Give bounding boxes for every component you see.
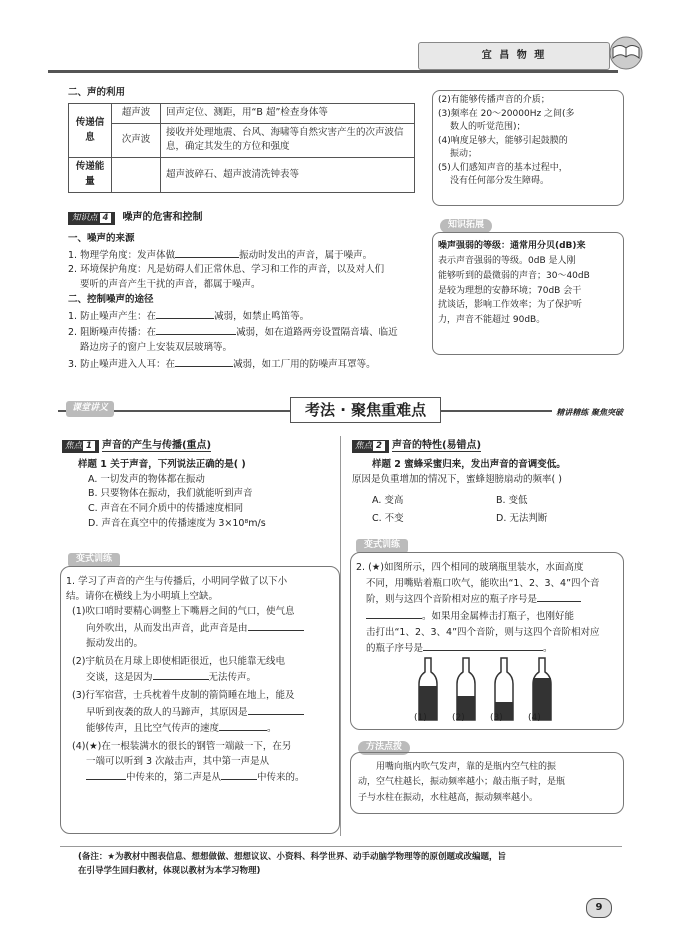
option-a[interactable]: A. 变高 — [372, 495, 404, 506]
practice-line: 。如果用金属棒击打瓶子，也刚好能 — [356, 608, 618, 625]
focus2-title: 声音的特性(易错点) — [391, 440, 482, 451]
practice-line: 结。请你在横线上为小明填上空缺。 — [66, 591, 219, 603]
option-d[interactable]: D. 无法判断 — [496, 513, 548, 524]
kp4-title: 噪声的危害和控制 — [122, 212, 203, 223]
box-line: 是较为理想的安静环境；70dB 会干 — [438, 285, 582, 296]
practice-1-content — [66, 574, 336, 785]
kp4-heading — [68, 210, 202, 226]
footnote-line: (备注：★为教材中图表信息、想想做做、想想议议、小资料、科学世界、动手动脑学物理等的原创题或改编题，旨 — [78, 852, 507, 862]
focus1-heading — [62, 438, 211, 454]
box-line: 扰谈话，影响工作效率；为了保护听 — [438, 300, 583, 311]
practice-line: (1)吹口哨时要精心调整上下嘴唇之间的气口，使气息 — [72, 606, 295, 618]
practice-line: 1. 学习了声音的产生与传播后，小明同学做了以下小 — [66, 576, 288, 587]
section-banner — [58, 397, 623, 423]
footnote-line: 在引导学生回归教材，体现以教材为本学习物理) — [78, 866, 261, 877]
bottle-label: (4) — [528, 713, 541, 723]
option-b[interactable]: B. 只要物体在振动，我们就能听到声音 — [88, 488, 253, 500]
noise-line-2b: 要听的声音产生干扰的声音，都属于噪声。 — [80, 279, 261, 291]
method-line: 子与水柱在振动，水柱越高，振动频率越小。 — [358, 792, 539, 803]
header-tab-text: 宜 昌 物 理 — [481, 50, 547, 62]
table-row — [69, 123, 415, 157]
blank[interactable] — [221, 769, 257, 780]
practice-line: 中传来的，第二声是从 中传来的。 — [66, 769, 336, 785]
knowledge-box — [432, 232, 624, 355]
method-line: 动，空气柱越长，振动频率越小；敲击瓶子时，是瓶 — [358, 777, 566, 788]
control-line-1: 1. 防止噪声产生：在 减弱，如禁止鸣笛等。 — [68, 308, 423, 325]
noise-heading-2: 二、控制噪声的途径 — [68, 293, 154, 305]
banner-tag: 课堂讲义 — [66, 401, 114, 417]
practice-badge-2: 变式训练 — [356, 538, 408, 553]
use-heading: 二、声的利用 — [68, 87, 126, 98]
option-a[interactable]: A. 一切发声的物体都在振动 — [88, 473, 205, 485]
focus1-tag: 焦点 1 — [62, 440, 99, 453]
practice-line: 阶，则与这四个音阶相对应的瓶子序号是 — [356, 591, 618, 608]
method-line: 用嘴向瓶内吹气发声，靠的是瓶内空气柱的振 — [376, 762, 557, 772]
practice-line: 向外吹出，从而发出声音，此声音是由 — [66, 620, 336, 636]
blank[interactable] — [86, 769, 126, 780]
question-text: 样题 1 关于声音，下列说法正确的是( ) — [78, 459, 246, 470]
bottle-label: (1) — [414, 713, 427, 723]
header-rule — [48, 70, 618, 73]
sub-cell: 超声波 — [112, 104, 161, 124]
book-icon — [605, 36, 647, 70]
banner-motto: 精讲精练 聚焦突破 — [552, 407, 623, 419]
blank[interactable] — [175, 356, 233, 367]
text-cell: 回声定位、测距，用“B 超”检查身体等 — [161, 104, 415, 124]
practice-line: 不同，用嘴贴着瓶口吹气，能吹出“1、2、3、4”四个音 — [366, 577, 600, 589]
column-divider — [340, 436, 341, 836]
control-line-2b: 路边房子的窗户上安装双层玻璃等。 — [80, 342, 233, 354]
box-line: (3)频率在 20～20000Hz 之间(多 — [438, 108, 575, 119]
practice-line: (4)(★)在一根装满水的很长的钢管一端敲一下，在另 — [72, 740, 292, 752]
noise-section — [68, 232, 423, 372]
option-b[interactable]: B. 变低 — [496, 495, 528, 506]
noise-line-1: 1. 物理学角度：发声体做 振动时发出的声音，属于噪声。 — [68, 247, 423, 264]
blank[interactable] — [153, 669, 209, 680]
blank[interactable] — [423, 640, 543, 651]
blank[interactable] — [156, 308, 214, 319]
practice-line: (3)行军宿营，士兵枕着牛皮制的箭筒睡在地上，能及 — [72, 690, 295, 702]
blank[interactable] — [219, 720, 267, 731]
sub-cell — [112, 158, 161, 192]
use-table — [68, 103, 415, 193]
blank[interactable] — [156, 324, 236, 335]
sample-q1 — [78, 458, 338, 532]
sample-q2 — [352, 458, 622, 487]
box-line: 噪声强弱的等级：通常用分贝(dB)来 — [438, 241, 586, 251]
practice-line: 早听到夜袭的敌人的马蹄声，其原因是 — [66, 704, 336, 720]
bottle-label: (2) — [452, 713, 465, 723]
cat-cell: 传递能量 — [69, 158, 112, 192]
footnote — [78, 850, 626, 879]
note-rule — [60, 846, 622, 847]
method-badge: 方法点拨 — [358, 740, 410, 755]
box-line: 能够听到的最微弱的声音；30～40dB — [438, 270, 590, 281]
text-cell: 接收并处理地震、台风、海啸等自然灾害产生的次声波信息，确定其发生的方位和强度 — [161, 123, 415, 157]
option-d[interactable]: D. 声音在真空中的传播速度为 3×10⁸m/s — [88, 517, 266, 529]
blank[interactable] — [248, 704, 304, 715]
blank[interactable] — [175, 247, 239, 258]
practice-line: 一端可以听到 3 次敲击声，其中第一声是从 — [86, 756, 270, 768]
sub-cell: 次声波 — [112, 123, 161, 157]
box-line: 力，声音不能超过 90dB。 — [438, 315, 546, 326]
option-c[interactable]: C. 不变 — [372, 513, 404, 524]
practice-line: 的瓶子序号是 。 — [356, 640, 618, 657]
blank[interactable] — [537, 591, 581, 602]
practice-line: 交谈，这是因为 无法传声。 — [66, 669, 336, 685]
box-line: 没有任何部分发生障碍。 — [450, 176, 550, 186]
blank[interactable] — [366, 608, 422, 619]
banner-title: 考法 · 聚焦重难点 — [290, 397, 441, 423]
focus1-title: 声音的产生与传播(重点) — [101, 440, 212, 451]
option-c[interactable]: C. 声音在不同介质中的传播速度相同 — [88, 503, 244, 515]
question-text: 样题 2 蜜蜂采蜜归来，发出声音的音调变低。 — [372, 459, 566, 470]
control-line-3: 3. 防止噪声进入人耳：在 减弱，如工厂用的防噪声耳罩等。 — [68, 356, 423, 373]
text-cell: 超声波碎石、超声波清洗钟表等 — [161, 158, 415, 192]
noise-line-2: 2. 环境保护角度：凡是妨碍人们正常休息、学习和工作的声音，以及对人们 — [68, 264, 385, 276]
practice-line: (2)宇航员在月球上即使相距很近，也只能靠无线电 — [72, 655, 285, 667]
practice-line: 2. (★)如图所示，四个相同的玻璃瓶里装水，水面高度 — [356, 562, 584, 573]
knowledge-badge: 知识拓展 — [440, 218, 492, 233]
noise-heading-1: 一、噪声的来源 — [68, 233, 135, 244]
box-line: 表示声音强弱的等级。0dB 是人刚 — [438, 255, 576, 266]
hearing-conditions-box — [432, 90, 624, 206]
method-content — [358, 760, 620, 806]
focus2-heading — [352, 438, 481, 454]
table-row — [69, 104, 415, 124]
box-line: 数人的听觉范围)； — [450, 122, 526, 132]
box-line: 振动； — [450, 149, 478, 159]
cat-cell: 传递信息 — [69, 104, 112, 158]
box-line: (2)有能够传播声音的介质； — [438, 95, 550, 105]
table-row — [69, 158, 415, 192]
bottle-label: (3) — [490, 713, 503, 723]
box-line: (5)人们感知声音的基本过程中， — [438, 162, 568, 173]
header-tab — [418, 42, 610, 70]
kp4-tag: 知识点 4 — [68, 212, 115, 225]
control-line-2: 2. 阻断噪声传播：在 减弱，如在道路两旁设置隔音墙、临近 — [68, 324, 423, 341]
practice-line: 振动发出的。 — [86, 637, 144, 649]
box-line: (4)响度足够大，能够引起鼓膜的 — [438, 135, 568, 146]
question-text: 原因是负重增加的情况下，蜜蜂翅膀扇动的频率( ) — [352, 473, 562, 485]
page-number: 9 — [586, 898, 612, 918]
practice-line: 击打出“1、2、3、4”四个音阶，则与这四个音阶相对应 — [366, 626, 600, 638]
practice-badge-1: 变式训练 — [68, 552, 120, 567]
practice-line: 能够传声，且比空气传声的速度 。 — [66, 720, 336, 736]
focus2-tag: 焦点 2 — [352, 440, 389, 453]
practice-2-content — [356, 560, 618, 657]
blank[interactable] — [248, 620, 304, 631]
